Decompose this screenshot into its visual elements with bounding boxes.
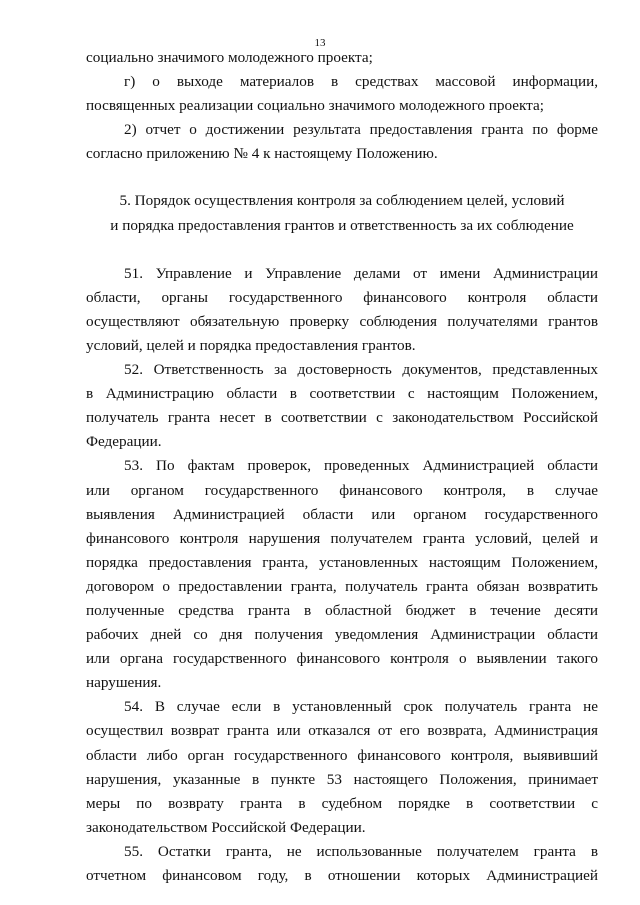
- text-line: 2) отчет о достижении результата предоставления гранта по форме: [124, 121, 598, 139]
- text-line: выявления Администрацией области или органом государственного: [86, 505, 598, 523]
- text-line: 55. Остатки гранта, не использованные получателем гранта в: [124, 842, 598, 860]
- text-line: социально значимого молодежного проекта;: [86, 49, 373, 66]
- text-line: договором о предоставлении гранта, получатель гранта обязан возвратить: [86, 577, 598, 595]
- page-number: 13: [314, 37, 326, 49]
- text-line: согласно приложению № 4 к настоящему Положению.: [86, 145, 438, 163]
- text-line: 54. В случае если в установленный срок получатель гранта не: [124, 698, 598, 716]
- text-line: нарушения, указанные в пункте 53 настоящего Положения, принимает: [86, 770, 598, 788]
- text-line: осуществляют обязательную проверку соблюдения получателями грантов: [86, 312, 598, 330]
- text-line: 53. По фактам проверок, проведенных Администрацией области: [124, 457, 598, 475]
- text-line: Федерации.: [86, 433, 162, 451]
- paragraph-52: [86, 358, 598, 454]
- text-line: условий, целей и порядка предоставления грантов.: [86, 336, 416, 354]
- paragraph-51: [86, 262, 598, 358]
- text-line: порядка предоставления гранта, установленных настоящим Положением,: [86, 553, 598, 571]
- text-line: или органом государственного финансового контроля, в случае: [86, 481, 598, 499]
- text-line: посвященных реализации социально значимого молодежного проекта;: [86, 97, 544, 115]
- text-line: в Администрацию области в соответствии с настоящим Положением,: [86, 385, 598, 403]
- paragraph-54: [86, 695, 598, 840]
- text-line: рабочих дней со дня получения уведомления Администрации области: [86, 626, 598, 644]
- text-line: нарушения.: [86, 674, 162, 692]
- paragraph-53: [86, 454, 598, 695]
- text-line: или органа государственного финансового контроля о выявлении такого: [86, 650, 598, 668]
- text-line: отчетном финансовом году, в отношении которых Администрацией: [86, 867, 598, 884]
- text-line: получатель гранта несет в соответствии с законодательством Российской: [86, 409, 598, 427]
- text-line: области, органы государственного финансового контроля области: [86, 288, 598, 306]
- section-heading: [86, 189, 598, 237]
- text-line: 52. Ответственность за достоверность документов, представленных: [124, 361, 598, 379]
- paragraph-55: [86, 840, 598, 888]
- text-line: законодательством Российской Федерации.: [86, 818, 366, 836]
- text-line: г) о выходе материалов в средствах массовой информации,: [124, 73, 598, 91]
- text-line: меры по возврату гранта в судебном порядке в соответствии с: [86, 794, 598, 812]
- text-line: осуществил возврат гранта или отказался от его возврата, Администрация: [86, 722, 598, 740]
- text-line: 51. Управление и Управление делами от имени Администрации: [124, 264, 598, 282]
- text-line: области либо орган государственного финансового контроля, выявивший: [86, 746, 598, 764]
- heading-line: и порядка предоставления грантов и ответственность за их соблюдение: [110, 216, 574, 234]
- text-line: финансового контроля нарушения получателем гранта условий, целей и: [86, 529, 598, 547]
- text-line: полученные средства гранта в областной бюджет в течение десяти: [86, 601, 598, 619]
- heading-line: 5. Порядок осуществления контроля за соблюдением целей, условий: [119, 192, 565, 210]
- document-body: [86, 46, 598, 888]
- list-continuation: [86, 46, 598, 166]
